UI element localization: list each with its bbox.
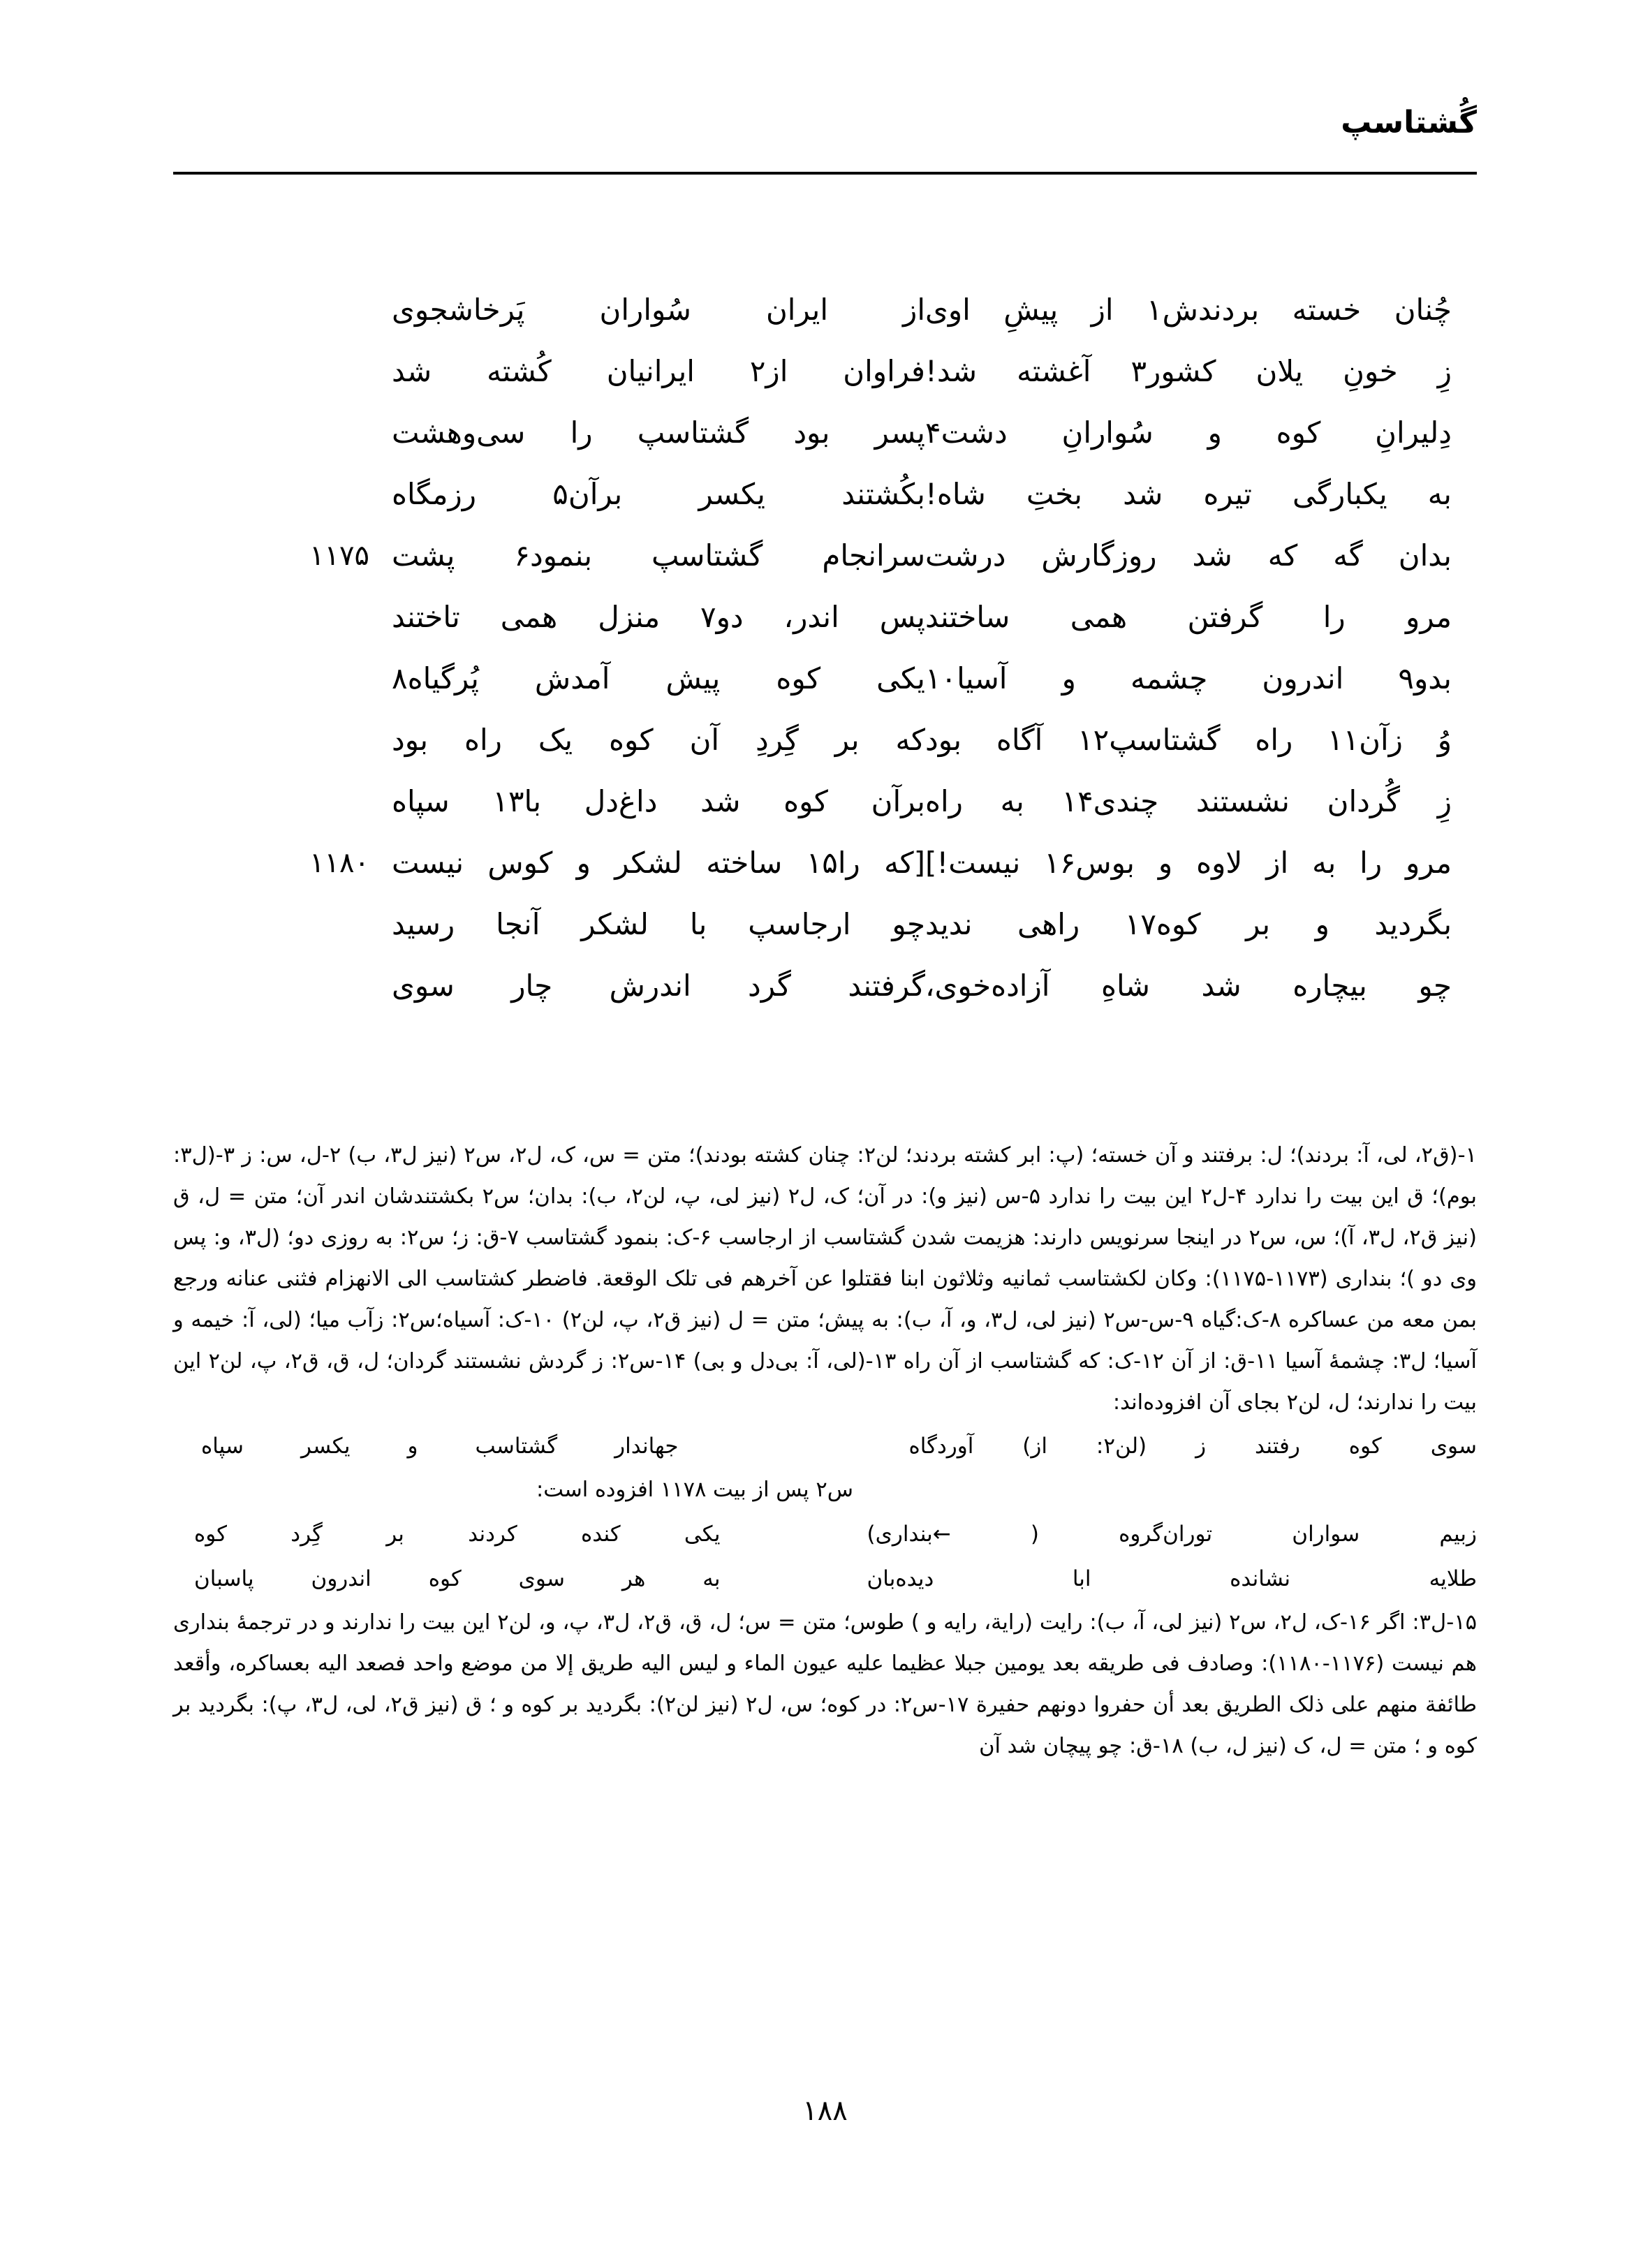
verse-row [173,894,1477,955]
hemistich-left: مرو را به از لاوه و بوس۱۶ نیست!] [925,846,1452,880]
hemistich-right: که بر گِردِ آن کوه یک راه بود [392,723,925,757]
hemistich-right: گرفتند گرد اندرش چار سوی [392,969,925,1003]
verse-number: ۱۱۷۵ [309,540,369,572]
inserted-hemistich-left: زبیم سواران توران‌گروه ( ←بنداری) [867,1522,1477,1547]
hemistich-left: بدو۹ اندرون چشمه و آسیا۱۰ [925,661,1452,695]
verse-row [173,525,1477,587]
inserted-hemistich-right: به هر سوی کوه اندرون پاسبان [194,1566,721,1591]
verse-row [173,587,1477,648]
hemistich-left: چُنان خسته بردندش۱ از پیشِ اوی [925,293,1452,327]
verse-number: ۱۱۸۰ [309,847,369,879]
hemistich-right: [که را۱۵ ساخته لشکر و کوس نیست [392,846,925,880]
inserted-hemistich-right: جهاندار گشتاسب و یکسر سپاه [201,1434,679,1459]
apparatus-inserted-couplet-3 [173,1557,1477,1600]
hemistich-right: پس اندر، دو۷ منزل همی تاختند [392,600,925,634]
running-head [173,105,1477,182]
hemistich-left: زِ خونِ یلان کشور۳ آغشته شد! [925,354,1452,388]
hemistich-right: برآن کوه شد داغ‌دل با۱۳ سپاه [392,784,925,818]
hemistich-right: از ایران سُواران پَرخاشجوی [392,293,925,327]
header-divider [173,172,1477,175]
hemistich-right: پسر بود گشتاسپ را سی‌وهشت [392,415,925,450]
hemistich-left: زِ گُردان نشستند چندی۱۴ به راه [925,784,1452,818]
hemistich-right: فراوان از۲ ایرانیان کُشته شد [392,354,925,388]
verse-row [173,771,1477,832]
hemistich-left: بگردید و بر کوه۱۷ راهی ندید [925,907,1452,941]
verse-row [173,464,1477,525]
hemistich-left: بدان گه که شد روزگارش درشت [925,538,1452,573]
hemistich-left: چو بیچاره شد شاهِ آزاده‌خوی، [925,969,1452,1003]
page-number: ۱۸۸ [802,2095,848,2127]
inserted-hemistich-right: یکی کنده کردند بر گِرد کوه [194,1522,721,1547]
verse-row [173,279,1477,341]
hemistich-right: بکُشتند یکسر برآن۵ رزمگاه [392,477,925,511]
verse-row [173,955,1477,1017]
hemistich-left: دِلیرانِ کوه و سُوارانِ دشت۴ [925,415,1452,450]
inserted-hemistich-left: سوی کوه رفتند ز (لن۲: از) آوردگاه [908,1434,1478,1459]
apparatus-inserted-note-1: س۲ پس از بیت ۱۱۷۸ افزوده است: [536,1478,853,1502]
verse-row [173,648,1477,709]
hemistich-left: مرو را گرفتن همی ساختند [925,600,1452,634]
apparatus-inserted-couplet-1 [173,1424,1477,1468]
hemistich-right: سرانجام گشتاسپ بنمود۶ پشت [392,538,926,573]
apparatus-paragraph-1: ۱-(ق۲، لی، آ: بردند)؛ ل: برفتند و آن خسته؛ (پ: ابر کشته بردند؛ لن۲: چنان کشته بودند)؛ متن = س، ک، ل۲، س۲ (نیز ل۳، ب) ۲-ل، س: ز ۳-(ل۳: بوم)؛ ق این بیت را ندارد ۴-ل۲ این بیت را ندارد ۵-س (نیز و): در آن؛ ک، ل۲ (نیز لی، پ، لن۲، ب): بدان؛ س۲ بکشتندشان اندر آن؛ متن = ل، ق (نیز ق۲، ل۳، آ)؛ س، س۲ در اینجا سرنویس دارند: هزیمت شدن گشتاسب از ارجاسب ۶-ک: بنمود گشتاسب ۷-ق: ز؛ س۲: به روزی دو؛ (ل۳، و: پس وی دو )؛ بنداری (۱۱۷۳-۱۱۷۵): وکان لکشتاسب ثمانیه وثلاثون ابنا فقتلوا عن آخرهم فی تلک الوقعة. فاضطر کشتاسب الی الانهزام فثنی عنانه ورجع بمن معه من عساکره ۸-ک:گیاه ۹-س-س۲ (نیز لی، ل۳، و، آ، ب): به پیش؛ متن = ل (نیز ق۲، پ، لن۲) ۱۰-ک: آسیاه؛س۲: زآب میا؛ (لی، آ: خیمه و آسیا؛ ل۳: چشمهٔ آسیا ۱۱-ق: از آن ۱۲-ک: که گشتاسب از آن راه ۱۳-(لی، آ: بی‌دل و بی) ۱۴-س۲: ز گردش نشستند گردان؛ ل، ق، ق۲، پ، لن۲ این بیت را ندارند؛ ل، لن۲ بجای آن افزوده‌اند: [173,1143,1477,1415]
hemistich-right: چو ارجاسپ با لشکر آنجا رسید [392,907,925,941]
inserted-hemistich-left: طلایه نشانده ابا دیده‌بان [867,1566,1477,1591]
hemistich-right: یکی کوه پیش آمدش پُرگیاه۸ [392,661,925,695]
verse-row [173,402,1477,464]
apparatus-paragraph-2: ۱۵-ل۳: اگر ۱۶-ک، ل۲، س۲ (نیز لی، آ، ب): رایت (رایة، رایه و ) طوس؛ متن = س؛ ل، ق، ق۲، ل۳، پ، و، لن۲ این بیت را ندارند و در ترجمهٔ بنداری هم نیست (۱۱۷۶-۱۱۸۰): وصادف فی طریقه بعد یومین جبلا عظیما علیه عیون الماء و لیس الیه طریق إلا من موضع واحد فصعد الیه بعساکره، وأقعد طائفة منهم علی ذلک الطریق بعد أن حفروا دونهم حفیرة ۱۷-س۲: در کوه؛ س، ل۲ (نیز لن۲): بگردید بر کوه و ؛ ق (نیز ق۲، لی، ل۳، پ): بگردید بر کوه و ؛ متن = ل، ک (نیز ل، ب) ۱۸-ق: چو پیچان شد آن [173,1610,1478,1758]
hemistich-left: وُ زآن۱۱ راه گشتاسپ۱۲ آگاه بود [925,723,1452,757]
verse-row [173,832,1477,894]
verse-block [173,279,1477,1017]
verse-row [173,709,1477,771]
running-head-title: گُشتاسپ [1341,105,1477,140]
apparatus-inserted-couplet-2 [173,1512,1477,1556]
hemistich-left: به یکبارگی تیره شد بختِ شاه! [925,477,1452,511]
critical-apparatus [173,1135,1477,1767]
verse-row [173,341,1477,402]
